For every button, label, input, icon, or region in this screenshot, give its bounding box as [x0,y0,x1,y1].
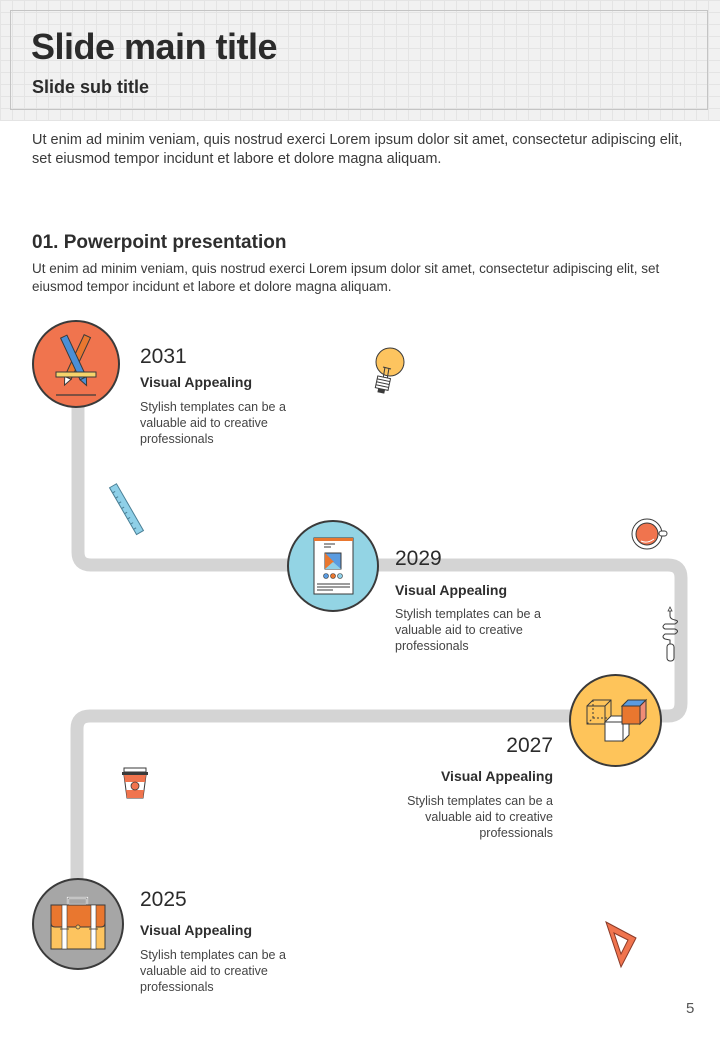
timeline-year: 2031 [140,345,187,368]
slide-main-title: Slide main title [31,26,278,67]
ruler-icon [105,480,150,540]
takeaway-cup-icon [121,766,149,800]
section-text: Ut enim ad minim veniam, quis nostrud exerci Lorem ipsum dolor sit amet, consectetur adipiscing elit, set eiusmod tempor incidunt et labore et dolore magna aliquam. [32,261,660,294]
set-square-icon [602,918,642,970]
slide-sub-title: Slide sub title [32,77,150,97]
timeline-year: 2027 [506,734,553,757]
timeline-title: Visual Appealing [140,922,253,938]
page-number: 5 [686,1000,695,1017]
coffee-cup-icon [630,517,670,551]
timeline-title: Visual Appealing [140,374,253,390]
timeline-node-2025 [32,878,124,970]
pencil-ruler-icon [34,322,118,406]
timeline-node-2031 [32,320,120,408]
timeline-desc: Stylish templates can be a valuable aid to creative professionals [140,400,286,446]
timeline-year: 2029 [395,547,442,570]
web-page-icon [289,522,377,610]
briefcase-icon [34,880,122,968]
mouse-icon [658,606,686,664]
section-heading: 01. Powerpoint presentation [32,232,287,253]
intro-text: Ut enim ad minim veniam, quis nostrud exerci Lorem ipsum dolor sit amet, consectetur adipiscing elit, set eiusmod tempor incidunt et labore et dolore magna aliquam. [32,132,683,167]
timeline-desc: Stylish templates can be a valuable aid to creative professionals [395,607,541,653]
timeline-node-2027 [569,674,662,767]
timeline-title: Visual Appealing [440,768,553,784]
timeline-year: 2025 [140,888,187,911]
timeline-node-2029 [287,520,379,612]
timeline-desc: Stylish templates can be a valuable aid to creative professionals [140,948,286,994]
timeline-desc: Stylish templates can be a valuable aid to creative professionals [407,794,553,840]
cubes-icon [571,676,660,765]
timeline-title: Visual Appealing [395,582,508,598]
light-bulb-icon [368,345,408,397]
